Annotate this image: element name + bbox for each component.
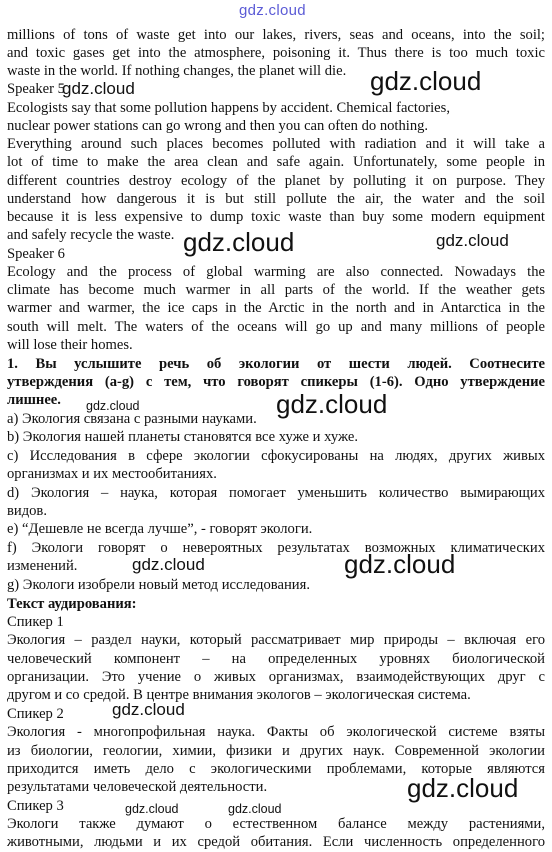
text-line: millions of tons of waste get into our lakes, rivers, seas and oceans, into the soil;: [7, 27, 545, 43]
watermark: gdz.cloud: [407, 773, 519, 803]
text-line: south will melt. The waters of the oceans will go up and many millions of people: [7, 319, 545, 335]
statement-item: b) Экология нашей планеты становятся все хуже и хуже.: [7, 429, 358, 445]
text-line: приходится иметь дело с экологическими проблемами, которые являются: [7, 761, 545, 777]
text-line: warmer and warmer, the ice caps in the Arctic in the north and in Antarctica in the: [7, 300, 545, 316]
text-line: Экология - многопрофильная наука. Факты об экологической системе взяты: [7, 724, 545, 740]
text-line: nuclear power stations can go wrong and then you can often do nothing.: [7, 118, 429, 134]
text-line: climate has become much warmer in all parts of the world. If the weather gets: [7, 282, 545, 298]
speaker-heading: Спикер 2: [7, 706, 64, 722]
statement-item: организмах и их местообитаниях.: [7, 466, 217, 482]
text-line: другом и со средой. В центре внимания экологов – экологическая система.: [7, 687, 471, 703]
statement-item: d) Экология – наука, которая помогает уменьшить количество вымирающих: [7, 485, 545, 501]
text-line: результатами человеческой деятельности.: [7, 779, 268, 795]
text-line: Ecology and the process of global warming are also connected. Nowadays the: [7, 264, 545, 280]
text-line: different countries destroy ecology of the planet by polluting it on purpose. They: [7, 173, 545, 189]
statement-item: g) Экологи изобрели новый метод исследования.: [7, 577, 310, 593]
watermark: gdz.cloud: [436, 231, 509, 250]
statement-item: e) “Дешевле не всегда лучше”, - говорят экологи.: [7, 521, 313, 537]
watermark: gdz.cloud: [86, 399, 140, 413]
watermark: gdz.cloud: [276, 389, 388, 419]
statement-item: c) Исследования в сфере экологии сфокусированы на людях, других живых: [7, 448, 545, 464]
task-heading: 1. Вы услышите речь об экологии от шести людей. Соотнесите: [7, 356, 545, 372]
transcript-heading: Текст аудирования:: [7, 596, 137, 612]
top-watermark: gdz.cloud: [239, 2, 306, 19]
task-heading: утверждения (a-g) с тем, что говорят спикеры (1-6). Одно утверждение: [7, 374, 545, 390]
speaker-heading: Спикер 3: [7, 798, 64, 814]
watermark: gdz.cloud: [228, 802, 282, 816]
text-line: because it is less expensive to dump toxic waste than buy some modern equipment: [7, 209, 545, 225]
text-line: из биологии, геологии, химии, физики и других наук. Современной экологии: [7, 743, 545, 759]
text-line: Экологи также думают о естественном балансе между растениями,: [7, 816, 545, 832]
statement-item: изменений.: [7, 558, 78, 574]
speaker-heading: Speaker 6: [7, 246, 65, 262]
text-line: Everything around such places becomes polluted with radiation and it will take a: [7, 136, 545, 152]
text-line: lot of time to make the area clean and safe again. Unfortunately, some people in: [7, 154, 545, 170]
watermark: gdz.cloud: [344, 549, 456, 579]
statement-item: a) Экология связана с разными науками.: [7, 411, 257, 427]
speaker-heading: Спикер 1: [7, 614, 64, 630]
watermark: gdz.cloud: [125, 802, 179, 816]
text-line: and safely recycle the waste.: [7, 227, 175, 243]
speaker-heading: Speaker 5: [7, 81, 65, 97]
text-line: человеческий компонент – на определенных уровнях биологической: [7, 651, 545, 667]
text-line: животными, людьми и их средой обитания. Если численность определенного: [7, 834, 545, 850]
watermark: gdz.cloud: [370, 66, 482, 96]
text-line: will lose their homes.: [7, 337, 133, 353]
watermark: gdz.cloud: [132, 555, 205, 574]
text-line: and toxic gases get into the atmosphere, poisoning it. Thus there is too much toxic: [7, 45, 545, 61]
text-line: understand how dangerous it is but still pollute the air, the water and the soil: [7, 191, 545, 207]
text-line: Экология – раздел науки, который рассматривает мир природы – включая его: [7, 632, 545, 648]
watermark: gdz.cloud: [112, 700, 185, 719]
watermark: gdz.cloud: [183, 227, 295, 257]
statement-item: видов.: [7, 503, 47, 519]
task-heading: лишнее.: [7, 392, 61, 408]
watermark: gdz.cloud: [62, 79, 135, 98]
text-line: waste in the world. If nothing changes, the planet will die.: [7, 63, 347, 79]
statement-item: f) Экологи говорят о невероятных результатах возможных климатических: [7, 540, 545, 556]
text-line: Ecologists say that some pollution happens by accident. Chemical factories,: [7, 100, 450, 116]
text-line: организации. Это учение о живых организмах, взаимодействующих друг с: [7, 669, 545, 685]
